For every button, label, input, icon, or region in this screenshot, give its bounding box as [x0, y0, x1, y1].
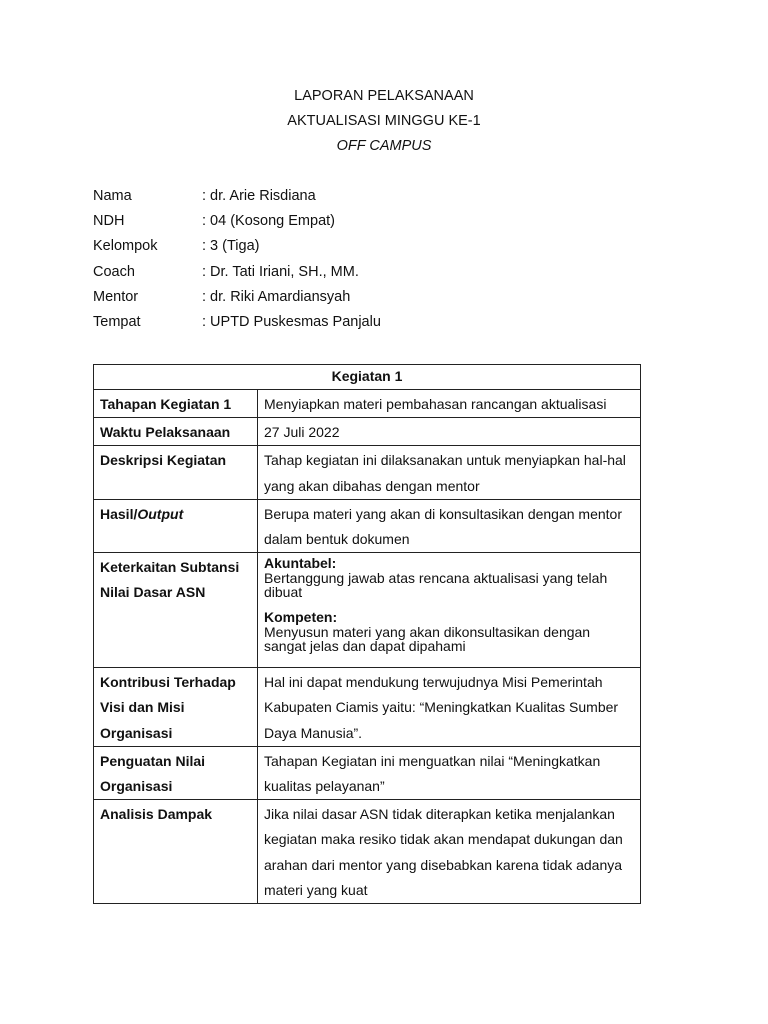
row-value-kontribusi: Hal ini dapat mendukung terwujudnya Misi Pemerintah Kabupaten Ciamis yaitu: “Meningkatkan Kualitas Sumber Daya Manusia”.	[258, 668, 641, 747]
report-title-line-3: OFF CAMPUS	[336, 138, 432, 154]
report-title-line-1: LAPORAN PELAKSANAAN	[294, 88, 474, 104]
info-label: Nama	[93, 188, 132, 204]
table-row	[94, 390, 641, 418]
activity-table	[93, 364, 641, 904]
participant-info	[93, 188, 381, 339]
info-value: : 04 (Kosong Empat)	[202, 213, 335, 230]
akuntabel-title: Akuntabel:	[264, 555, 337, 572]
info-label: Kelompok	[93, 238, 158, 255]
info-row-nama	[93, 188, 381, 213]
info-label: Mentor	[93, 288, 139, 305]
row-label-hasil	[94, 499, 258, 552]
table-row	[94, 446, 641, 499]
table-row	[94, 668, 641, 747]
row-label-hasil-a: Hasil/	[100, 505, 138, 522]
table-row-heading	[94, 365, 641, 390]
info-row-mentor	[93, 289, 381, 314]
row-value-tahapan: Menyiapkan materi pembahasan rancangan aktualisasi	[258, 390, 641, 418]
table-row	[94, 553, 641, 668]
row-value-analisis: Jika nilai dasar ASN tidak diterapkan ketika menjalankan kegiatan maka resiko tidak akan mendapat dukungan dan arahan dari mentor yang disebabkan karena tidak adanya materi yang kuat	[258, 800, 641, 904]
kompeten-text: Menyusun materi yang akan dikonsultasikan dengan sangat jelas dan dapat dipahami	[264, 624, 591, 655]
table-row	[94, 418, 641, 446]
row-value-keterkaitan	[258, 553, 641, 668]
info-value: : Dr. Tati Iriani, SH., MM.	[202, 263, 359, 280]
row-label-deskripsi: Deskripsi Kegiatan	[94, 446, 258, 499]
table-row	[94, 746, 641, 799]
row-label-waktu: Waktu Pelaksanaan	[94, 418, 258, 446]
info-label: Tempat	[93, 313, 141, 330]
info-row-coach	[93, 264, 381, 289]
row-label-keterkaitan: Keterkaitan Subtansi Nilai Dasar ASN	[94, 553, 258, 668]
row-label-tahapan: Tahapan Kegiatan 1	[94, 390, 258, 418]
info-row-kelompok	[93, 238, 381, 263]
row-value-penguatan: Tahapan Kegiatan ini menguatkan nilai “Meningkatkan kualitas pelayanan”	[258, 746, 641, 799]
row-label-analisis: Analisis Dampak	[94, 800, 258, 904]
info-row-ndh	[93, 213, 381, 238]
row-value-waktu: 27 Juli 2022	[258, 418, 641, 446]
row-value-deskripsi: Tahap kegiatan ini dilaksanakan untuk menyiapkan hal-hal yang akan dibahas dengan mentor	[258, 446, 641, 499]
info-value: : dr. Riki Amardiansyah	[202, 288, 351, 305]
info-value: : UPTD Puskesmas Panjalu	[202, 313, 381, 330]
report-title-line-2: AKTUALISASI MINGGU KE-1	[287, 113, 481, 129]
row-label-hasil-b: Output	[137, 505, 184, 522]
akuntabel-text: Bertanggung jawab atas rencana aktualisasi yang telah dibuat	[264, 570, 608, 601]
info-label: Coach	[93, 263, 135, 280]
table-heading: Kegiatan 1	[94, 365, 641, 390]
table-row	[94, 800, 641, 904]
info-value: : dr. Arie Risdiana	[202, 188, 316, 204]
row-label-kontribusi: Kontribusi Terhadap Visi dan Misi Organisasi	[94, 668, 258, 747]
row-value-hasil: Berupa materi yang akan di konsultasikan dengan mentor dalam bentuk dokumen	[258, 499, 641, 552]
info-value: : 3 (Tiga)	[202, 238, 260, 255]
info-label: NDH	[93, 213, 125, 230]
table-row	[94, 499, 641, 552]
info-row-tempat	[93, 314, 381, 339]
kompeten-title: Kompeten:	[264, 609, 338, 626]
row-label-penguatan: Penguatan Nilai Organisasi	[94, 746, 258, 799]
